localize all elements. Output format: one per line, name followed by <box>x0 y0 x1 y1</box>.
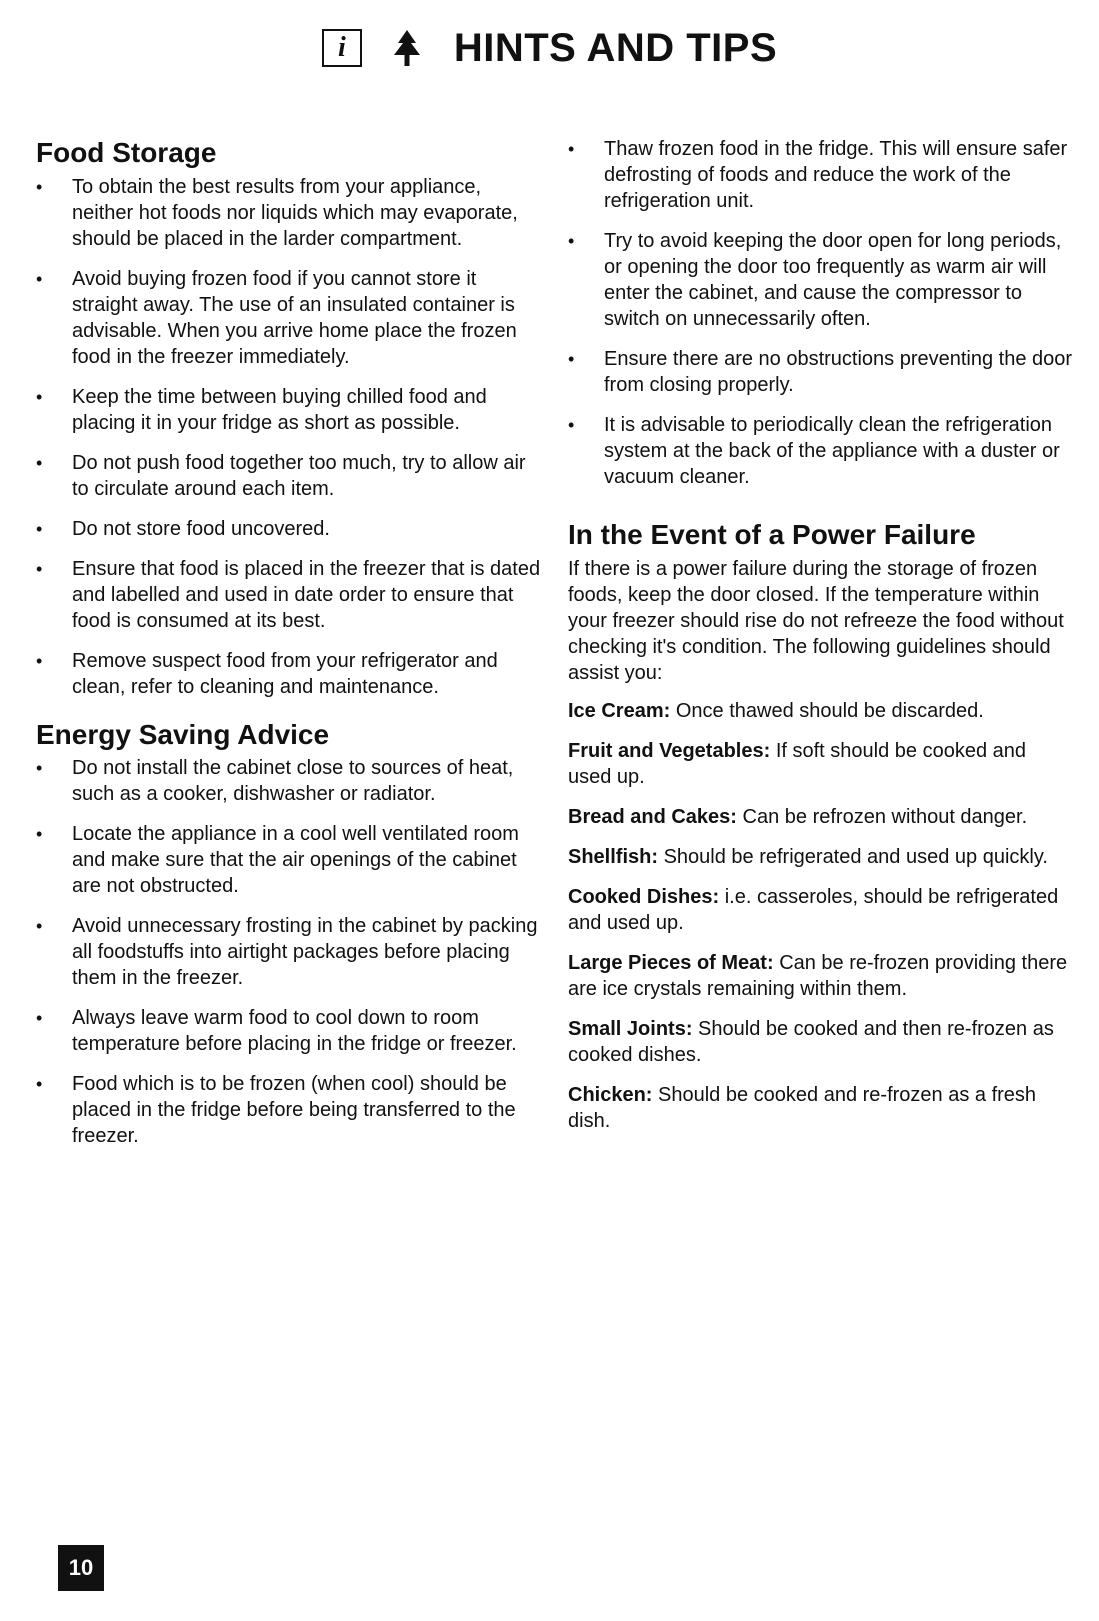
bullet-icon: • <box>568 139 575 159</box>
entry-shellfish: Shellfish: Should be refrigerated and used up quickly. <box>568 845 1048 868</box>
page-number: 10 <box>58 1545 104 1591</box>
list-item: • Remove suspect food from your refrigerator and clean, refer to cleaning and maintenance. <box>36 649 498 698</box>
bullet-icon: • <box>36 176 43 197</box>
power-failure-intro: If there is a power failure during the storage of frozen foods, keep the door closed. If the temperature within your freezer should rise do not refreeze the food without checking it's condition. The following guidelines should assist you: <box>568 557 1064 684</box>
bullet-icon: • <box>568 415 575 435</box>
bullet-icon: • <box>36 1008 43 1029</box>
info-icon: i <box>322 29 362 67</box>
bullet-icon: • <box>36 758 43 779</box>
list-item: • Do not push food together too much, try to allow air to circulate around each item. <box>36 451 526 500</box>
bullet-icon: • <box>568 231 575 251</box>
list-item: • Thaw frozen food in the fridge. This will ensure safer defrosting of foods and reduce the work of the refrigeration unit. <box>568 138 1068 212</box>
bullet-icon: • <box>36 452 43 473</box>
list-item: • Ensure there are no obstructions preventing the door from closing properly. <box>568 348 1073 396</box>
list-item: • Ensure that food is placed in the freezer that is dated and labelled and used in date order to ensure that food is consumed at its best. <box>36 557 541 632</box>
entry-cooked-dishes: Cooked Dishes: i.e. casseroles, should be refrigerated and used up. <box>568 885 1059 934</box>
bullet-icon: • <box>36 1074 43 1095</box>
entry-large-meat: Large Pieces of Meat: Can be re-frozen providing there are ice crystals remaining within them. <box>568 951 1068 1000</box>
power-failure-heading: In the Event of a Power Failure <box>568 519 976 550</box>
entry-small-joints: Small Joints: Should be cooked and then re-frozen as cooked dishes. <box>568 1017 1054 1066</box>
list-item: • Avoid buying frozen food if you cannot store it straight away. The use of an insulated container is advisable. When you arrive home place the frozen food in the freezer immediately. <box>36 267 517 368</box>
right-column <box>568 136 1073 1148</box>
food-storage-heading: Food Storage <box>36 137 217 168</box>
energy-saving-list <box>36 755 541 1149</box>
bullet-icon: • <box>568 349 575 369</box>
bullet-icon: • <box>36 916 43 937</box>
energy-saving-heading: Energy Saving Advice <box>36 718 330 750</box>
bullet-icon: • <box>36 650 43 671</box>
food-storage-list <box>36 174 541 700</box>
left-column <box>36 136 541 1163</box>
entry-chicken: Chicken: Should be cooked and re-frozen as a fresh dish. <box>568 1083 1037 1132</box>
list-item: • Try to avoid keeping the door open for long periods, or opening the door too frequently as warm air will enter the cabinet, and cause the compressor to switch on unnecessarily often. <box>568 230 1062 330</box>
bullet-icon: • <box>36 386 43 407</box>
page-title: HINTS AND TIPS <box>453 25 778 70</box>
bullet-icon: • <box>36 518 43 539</box>
entry-fruit-vegetables: Fruit and Vegetables: If soft should be cooked and used up. <box>568 739 1027 788</box>
right-tips-list <box>568 136 1073 490</box>
bullet-icon: • <box>36 824 43 845</box>
list-item: • Food which is to be frozen (when cool) should be placed in the fridge before being transferred to the freezer. <box>36 1073 516 1148</box>
list-item: • Do not store food uncovered. <box>36 517 330 540</box>
list-item: • Avoid unnecessary frosting in the cabinet by packing all foodstuffs into airtight packages before placing them in the freezer. <box>36 915 538 990</box>
list-item: • Locate the appliance in a cool well ventilated room and make sure that the air openings of the cabinet are not obstructed. <box>36 823 519 898</box>
entry-bread-cakes: Bread and Cakes: Can be refrozen without danger. <box>568 805 1028 828</box>
list-item: • Do not install the cabinet close to sources of heat, such as a cooker, dishwasher or radiator. <box>36 757 514 806</box>
list-item: • It is advisable to periodically clean the refrigeration system at the back of the appliance with a duster or vacuum cleaner. <box>568 414 1060 488</box>
list-item: • To obtain the best results from your appliance, neither hot foods nor liquids which may evaporate, should be placed in the larder compartment. <box>36 175 518 250</box>
tree-icon <box>390 28 424 68</box>
page-header <box>0 18 1099 78</box>
bullet-icon: • <box>36 558 43 579</box>
list-item: • Always leave warm food to cool down to room temperature before placing in the fridge or freezer. <box>36 1007 517 1056</box>
entry-ice-cream: Ice Cream: Once thawed should be discarded. <box>568 699 984 722</box>
list-item: • Keep the time between buying chilled food and placing it in your fridge as short as possible. <box>36 385 487 434</box>
bullet-icon: • <box>36 268 43 289</box>
